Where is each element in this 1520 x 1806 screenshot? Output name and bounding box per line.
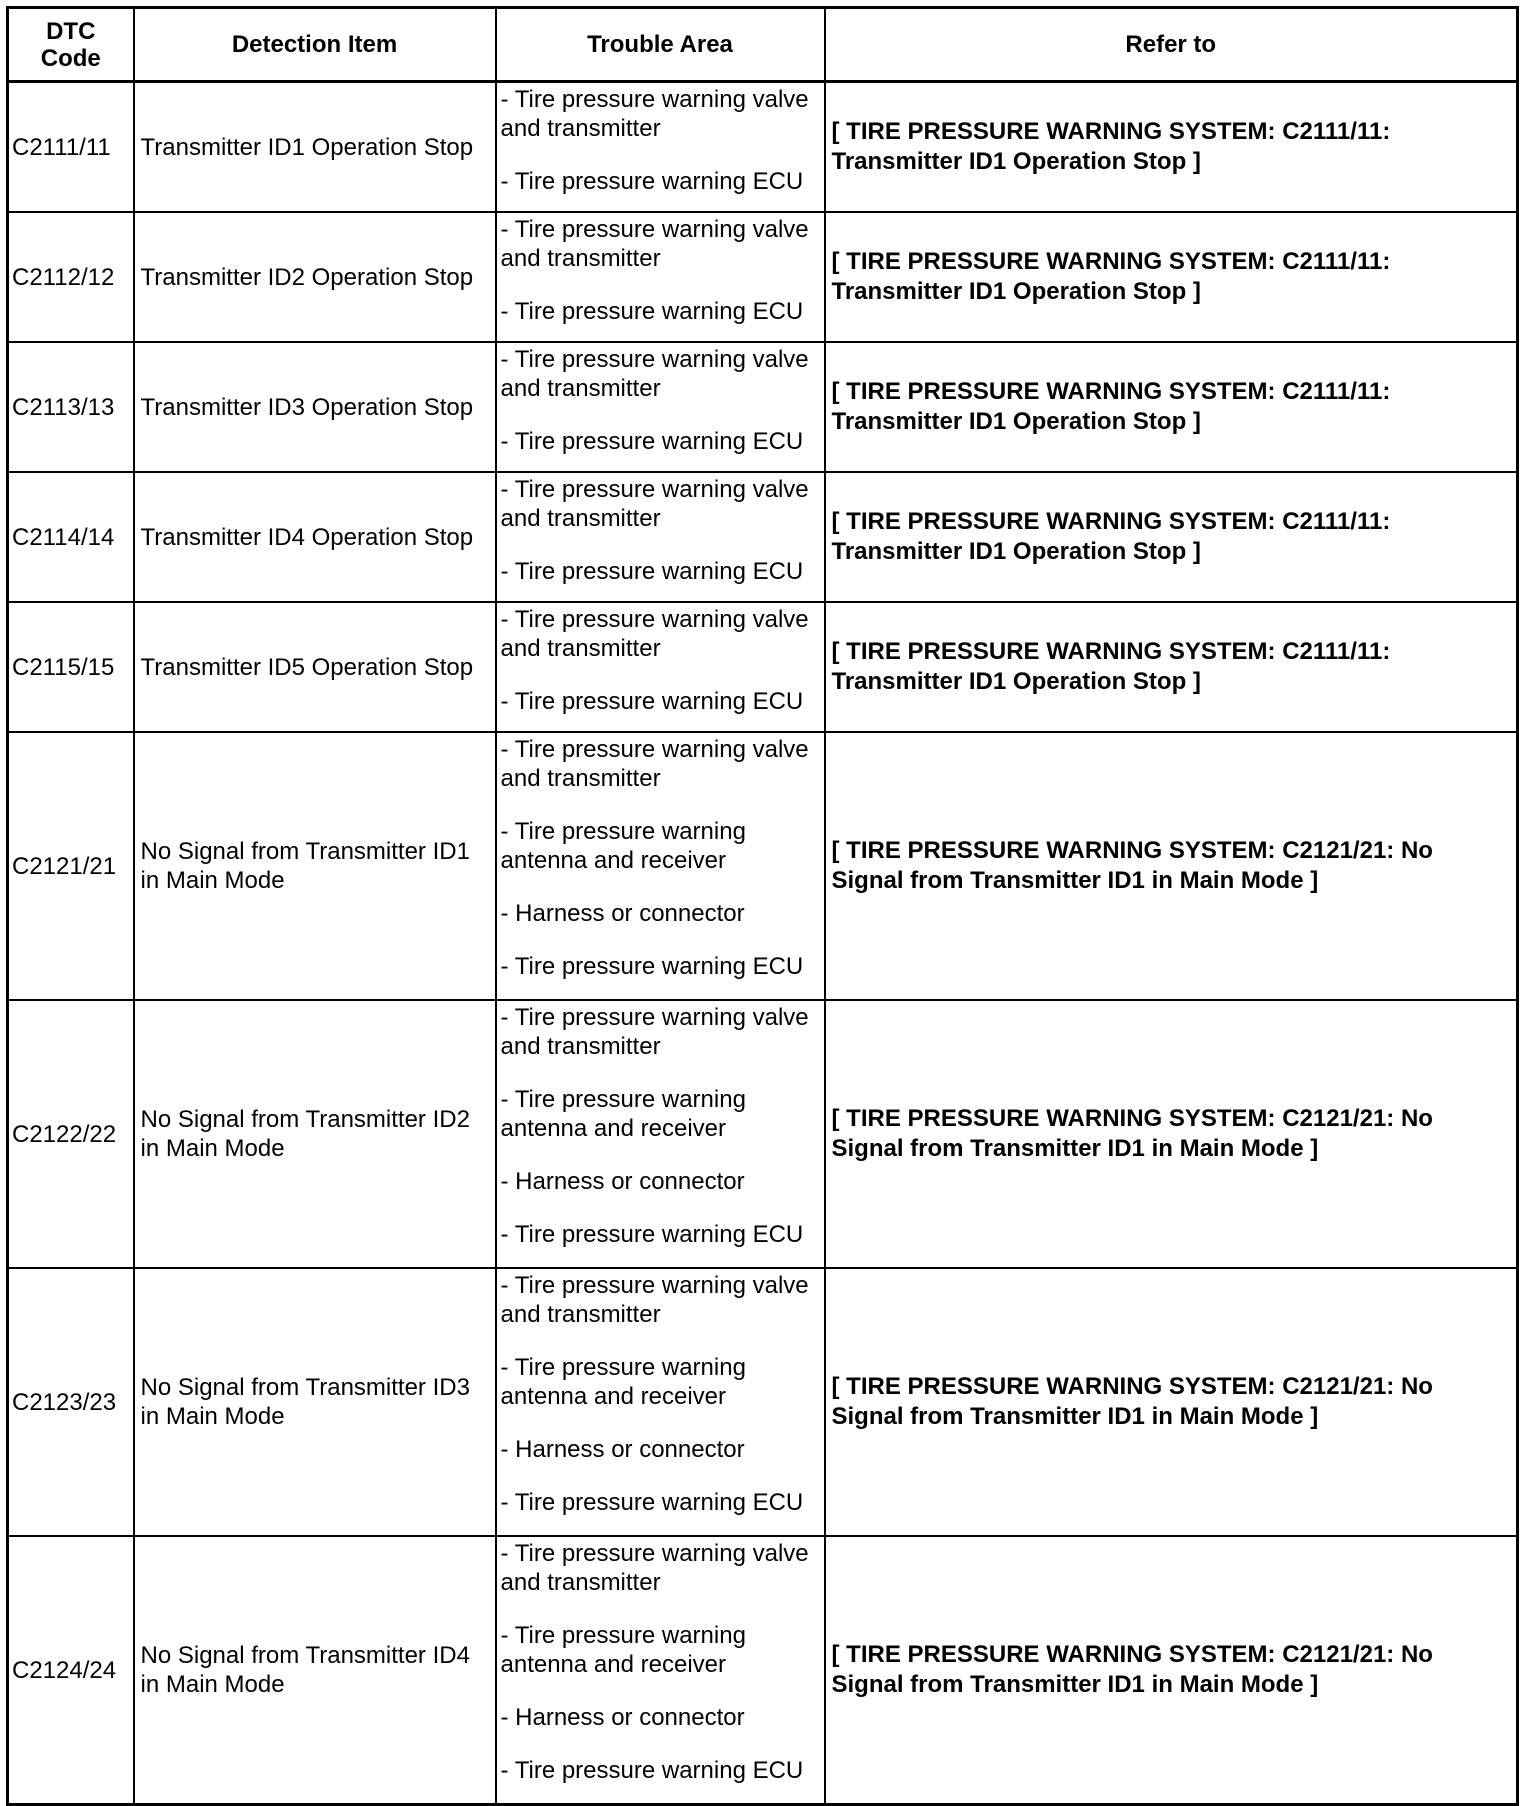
refer-to-link[interactable]: [ TIRE PRESSURE WARNING SYSTEM: C2121/21: No Signal from Transmitter ID1 in Main Mode ] [825, 732, 1518, 1000]
trouble-area-item: - Tire pressure warning antenna and receiver [500, 818, 746, 874]
trouble-area-item: - Tire pressure warning ECU [500, 1221, 804, 1248]
trouble-area-item: - Tire pressure warning valve and transmitter [500, 1540, 809, 1596]
trouble-area-item: - Tire pressure warning ECU [500, 558, 804, 585]
refer-to-link[interactable]: [ TIRE PRESSURE WARNING SYSTEM: C2111/11: Transmitter ID1 Operation Stop ] [825, 212, 1518, 342]
trouble-area-item: - Tire pressure warning ECU [500, 168, 804, 195]
dtc-table [6, 6, 1519, 1806]
detection-item-cell: No Signal from Transmitter ID1 in Main Mode [134, 732, 496, 1000]
table-row [8, 732, 1518, 1000]
trouble-area-cell [496, 1268, 825, 1536]
table-row [8, 1000, 1518, 1268]
detection-item-cell: No Signal from Transmitter ID4 in Main Mode [134, 1536, 496, 1805]
trouble-area-item: - Tire pressure warning ECU [500, 298, 804, 325]
dtc-code-cell: C2111/11 [8, 82, 134, 213]
trouble-area-item: - Tire pressure warning ECU [500, 1489, 804, 1516]
detection-item-cell: Transmitter ID3 Operation Stop [134, 342, 496, 472]
trouble-area-item: - Tire pressure warning valve and transmitter [500, 346, 809, 402]
trouble-area-item: - Tire pressure warning ECU [500, 1757, 804, 1784]
trouble-area-cell [496, 212, 825, 342]
trouble-area-cell [496, 342, 825, 472]
detection-item-cell: Transmitter ID4 Operation Stop [134, 472, 496, 602]
trouble-area-cell [496, 472, 825, 602]
dtc-code-cell: C2115/15 [8, 602, 134, 732]
trouble-area-item: - Tire pressure warning valve and transmitter [500, 736, 809, 792]
detection-item-cell: No Signal from Transmitter ID3 in Main Mode [134, 1268, 496, 1536]
refer-to-link[interactable]: [ TIRE PRESSURE WARNING SYSTEM: C2121/21: No Signal from Transmitter ID1 in Main Mode ] [825, 1000, 1518, 1268]
table-row [8, 1268, 1518, 1536]
table-row [8, 82, 1518, 213]
trouble-area-item: - Tire pressure warning valve and transmitter [500, 606, 809, 662]
dtc-code-cell: C2112/12 [8, 212, 134, 342]
trouble-area-item: - Harness or connector [500, 1168, 745, 1195]
table-body [8, 82, 1518, 1805]
trouble-area-item: - Tire pressure warning valve and transmitter [500, 216, 809, 272]
trouble-area-item: - Tire pressure warning antenna and receiver [500, 1622, 746, 1678]
refer-to-link[interactable]: [ TIRE PRESSURE WARNING SYSTEM: C2111/11: Transmitter ID1 Operation Stop ] [825, 472, 1518, 602]
dtc-code-cell: C2114/14 [8, 472, 134, 602]
detection-item-cell: Transmitter ID2 Operation Stop [134, 212, 496, 342]
refer-to-link[interactable]: [ TIRE PRESSURE WARNING SYSTEM: C2111/11: Transmitter ID1 Operation Stop ] [825, 342, 1518, 472]
header-detection-item: Detection Item [134, 8, 496, 82]
trouble-area-cell [496, 82, 825, 213]
dtc-code-cell: C2121/21 [8, 732, 134, 1000]
trouble-area-item: - Tire pressure warning ECU [500, 428, 804, 455]
table-header [8, 8, 1518, 82]
trouble-area-item: - Tire pressure warning antenna and receiver [500, 1354, 746, 1410]
trouble-area-item: - Tire pressure warning ECU [500, 953, 804, 980]
header-row [8, 8, 1518, 82]
trouble-area-item: - Harness or connector [500, 1704, 745, 1731]
detection-item-cell: Transmitter ID5 Operation Stop [134, 602, 496, 732]
header-refer-to: Refer to [825, 8, 1518, 82]
header-dtc-code: DTC Code [8, 8, 134, 82]
trouble-area-item: - Tire pressure warning valve and transmitter [500, 1272, 809, 1328]
header-trouble-area: Trouble Area [496, 8, 825, 82]
dtc-code-cell: C2123/23 [8, 1268, 134, 1536]
trouble-area-cell [496, 1536, 825, 1805]
table-row [8, 472, 1518, 602]
trouble-area-item: - Tire pressure warning valve and transmitter [500, 476, 809, 532]
trouble-area-item: - Tire pressure warning valve and transmitter [500, 86, 809, 142]
table-row [8, 342, 1518, 472]
trouble-area-item: - Tire pressure warning antenna and receiver [500, 1086, 746, 1142]
table-row [8, 1536, 1518, 1805]
table-row [8, 212, 1518, 342]
trouble-area-item: - Tire pressure warning ECU [500, 688, 804, 715]
dtc-code-cell: C2124/24 [8, 1536, 134, 1805]
refer-to-link[interactable]: [ TIRE PRESSURE WARNING SYSTEM: C2111/11: Transmitter ID1 Operation Stop ] [825, 82, 1518, 213]
refer-to-link[interactable]: [ TIRE PRESSURE WARNING SYSTEM: C2121/21: No Signal from Transmitter ID1 in Main Mode ] [825, 1536, 1518, 1805]
trouble-area-cell [496, 1000, 825, 1268]
trouble-area-item: - Harness or connector [500, 1436, 745, 1463]
refer-to-link[interactable]: [ TIRE PRESSURE WARNING SYSTEM: C2111/11: Transmitter ID1 Operation Stop ] [825, 602, 1518, 732]
trouble-area-cell [496, 732, 825, 1000]
dtc-table-container [6, 6, 1519, 1806]
trouble-area-cell [496, 602, 825, 732]
detection-item-cell: Transmitter ID1 Operation Stop [134, 82, 496, 213]
refer-to-link[interactable]: [ TIRE PRESSURE WARNING SYSTEM: C2121/21: No Signal from Transmitter ID1 in Main Mode ] [825, 1268, 1518, 1536]
trouble-area-item: - Harness or connector [500, 900, 745, 927]
dtc-code-cell: C2122/22 [8, 1000, 134, 1268]
dtc-code-cell: C2113/13 [8, 342, 134, 472]
trouble-area-item: - Tire pressure warning valve and transmitter [500, 1004, 809, 1060]
detection-item-cell: No Signal from Transmitter ID2 in Main Mode [134, 1000, 496, 1268]
table-row [8, 602, 1518, 732]
